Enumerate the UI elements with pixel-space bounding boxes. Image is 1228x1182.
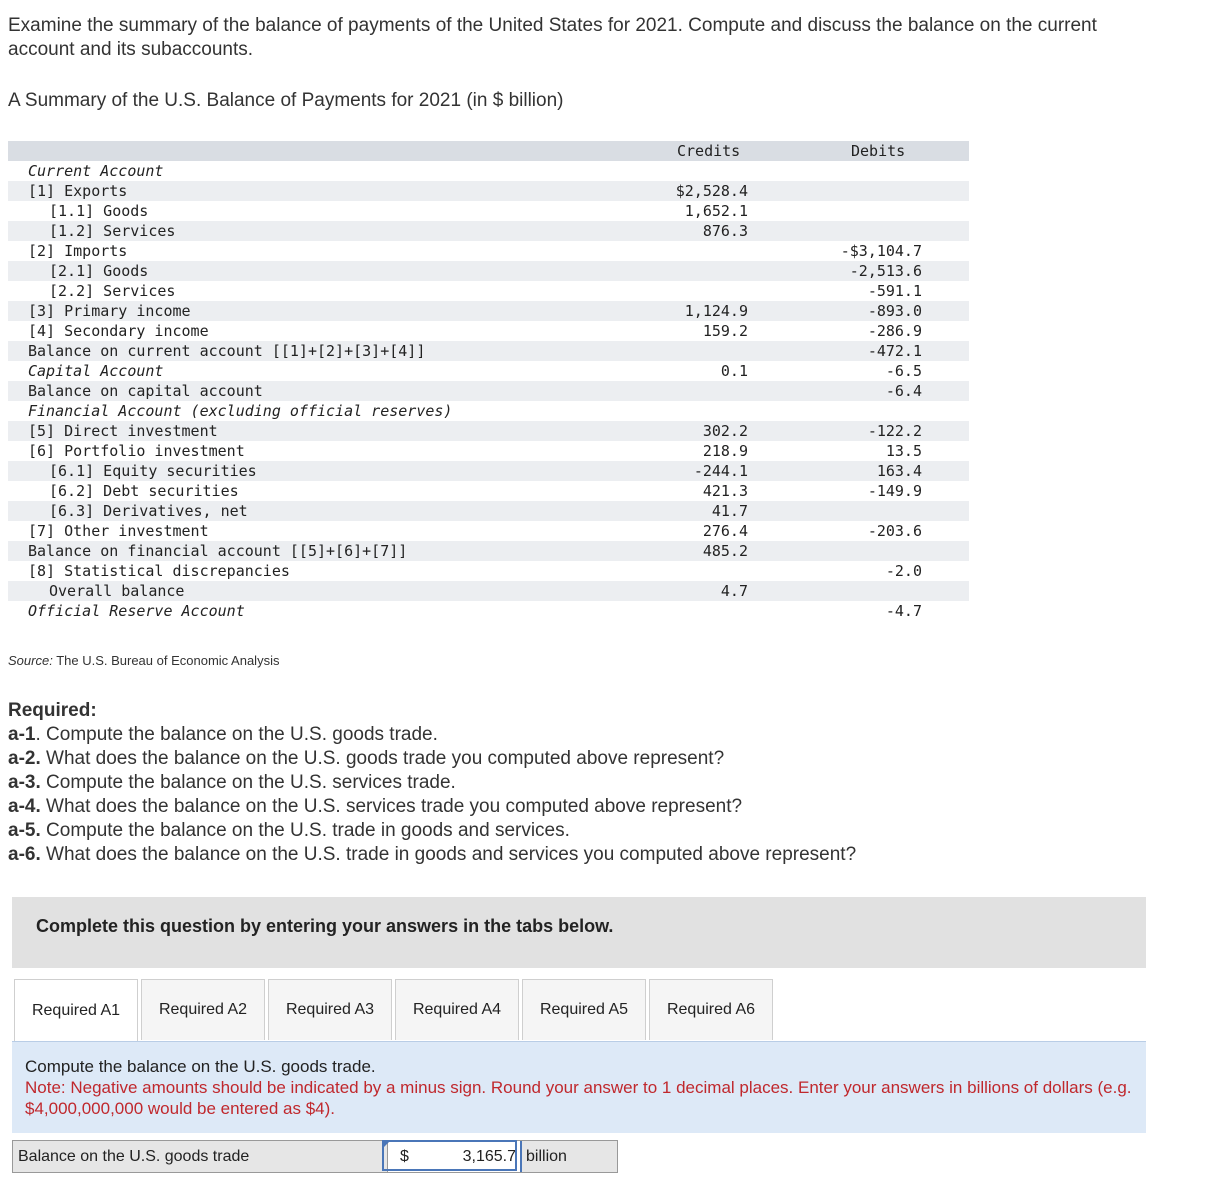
required-item-a4: a-4. What does the balance on the U.S. services trade you computed above represent?	[8, 796, 743, 817]
intro-line-1: Examine the summary of the balance of payments of the United States for 2021. Compute and discuss the balance on the current	[8, 15, 1097, 36]
credit-value: -244.1	[693, 462, 748, 480]
currency-symbol: $	[388, 1141, 421, 1172]
debit-value: 13.5	[885, 442, 922, 460]
row-label: [1.1] Goods	[49, 202, 149, 220]
credit-value: 485.2	[702, 542, 748, 560]
source-text: The U.S. Bureau of Economic Analysis	[52, 653, 280, 668]
debit-value: -6.4	[885, 382, 922, 400]
row-label: Financial Account (excluding official reserves)	[28, 402, 453, 420]
panel-note: Note: Negative amounts should be indicated by a minus sign. Round your answer to 1 decimal places. Enter your answers in billions of dollars (e.g. $4,000,000,000 would be entered as $4).	[25, 1078, 1132, 1118]
table-row	[8, 441, 969, 461]
credit-value: 876.3	[702, 222, 748, 240]
row-label: [2] Imports	[28, 242, 128, 260]
row-label: [2.1] Goods	[49, 262, 149, 280]
table-row	[8, 181, 969, 201]
debit-value: -203.6	[867, 522, 922, 540]
table-row	[8, 361, 969, 381]
required-item-a1: a-1. Compute the balance on the U.S. goods trade.	[8, 724, 438, 745]
row-label: [5] Direct investment	[28, 422, 218, 440]
row-label: Current Account	[28, 162, 164, 180]
row-label: [6.3] Derivatives, net	[49, 502, 248, 520]
debit-value: -472.1	[867, 342, 922, 360]
tab-required-a3[interactable]: Required A3	[268, 979, 392, 1040]
table-row	[8, 261, 969, 281]
debit-value: -6.5	[885, 362, 922, 380]
panel-question: Compute the balance on the U.S. goods trade.	[25, 1057, 376, 1076]
table-row	[8, 161, 969, 181]
credit-value: 421.3	[702, 482, 748, 500]
debit-value: -149.9	[867, 482, 922, 500]
table-title: A Summary of the U.S. Balance of Payments for 2021 (in $ billion)	[8, 90, 564, 111]
credit-value: 41.7	[711, 502, 748, 520]
debit-value: -893.0	[867, 302, 922, 320]
table-row	[8, 481, 969, 501]
table-row	[8, 221, 969, 241]
credit-value: 4.7	[720, 582, 748, 600]
intro-text	[8, 14, 1223, 62]
credit-value: 0.1	[720, 362, 748, 380]
row-label: Official Reserve Account	[28, 602, 245, 620]
debit-value: 163.4	[876, 462, 922, 480]
question-panel	[12, 1041, 1146, 1133]
credit-value: 1,124.9	[684, 302, 748, 320]
row-label: [7] Other investment	[28, 522, 209, 540]
tab-required-a4[interactable]: Required A4	[395, 979, 519, 1040]
table-row	[8, 401, 969, 421]
row-label: Balance on capital account	[28, 382, 263, 400]
credit-value: 276.4	[702, 522, 748, 540]
table-row	[8, 241, 969, 261]
table-row	[8, 501, 969, 521]
row-label: Balance on current account [[1]+[2]+[3]+[4]]	[28, 342, 426, 360]
debit-value: -286.9	[867, 322, 922, 340]
required-item-a6: a-6. What does the balance on the U.S. trade in goods and services you computed above represent?	[8, 844, 857, 865]
required-heading: Required:	[8, 700, 97, 721]
debits-header: Debits	[851, 142, 906, 160]
row-label: [1] Exports	[28, 182, 128, 200]
row-label: [8] Statistical discrepancies	[28, 562, 290, 580]
table-row	[8, 561, 969, 581]
row-label: [6] Portfolio investment	[28, 442, 245, 460]
table-row	[8, 601, 969, 621]
answer-flag-icon	[383, 1141, 390, 1148]
credit-value: $2,528.4	[675, 182, 748, 200]
row-label: Overall balance	[49, 582, 185, 600]
credits-header: Credits	[677, 142, 741, 160]
row-label: [4] Secondary income	[28, 322, 209, 340]
instruction-banner	[12, 897, 1146, 968]
credit-value: 218.9	[702, 442, 748, 460]
banner-text: Complete this question by entering your answers in the tabs below.	[36, 916, 614, 936]
answer-label: Balance on the U.S. goods trade	[13, 1141, 388, 1172]
intro-line-2: account and its subaccounts.	[8, 39, 254, 60]
table-row	[8, 541, 969, 561]
table-header	[8, 141, 969, 161]
balance-goods-input[interactable]: 3,165.7	[421, 1141, 522, 1172]
row-label: Balance on financial account [[5]+[6]+[7]]	[28, 542, 408, 560]
source-note	[8, 653, 279, 668]
debit-value: -$3,104.7	[840, 242, 922, 260]
table-row	[8, 381, 969, 401]
table-row	[8, 581, 969, 601]
table-row	[8, 341, 969, 361]
required-item-a2: a-2. What does the balance on the U.S. goods trade you computed above represent?	[8, 748, 725, 769]
answer-unit: billion	[522, 1141, 617, 1172]
required-item-a3: a-3. Compute the balance on the U.S. services trade.	[8, 772, 456, 793]
credit-value: 302.2	[702, 422, 748, 440]
tab-bar	[14, 979, 776, 1041]
table-row	[8, 281, 969, 301]
table-row	[8, 461, 969, 481]
credit-value: 1,652.1	[684, 202, 748, 220]
debit-value: -2,513.6	[849, 262, 922, 280]
debit-value: -122.2	[867, 422, 922, 440]
table-row	[8, 421, 969, 441]
debit-value: -591.1	[867, 282, 922, 300]
required-section	[8, 699, 1208, 867]
table-row	[8, 521, 969, 541]
debit-value: -2.0	[885, 562, 922, 580]
row-label: [6.1] Equity securities	[49, 462, 257, 480]
required-item-a5: a-5. Compute the balance on the U.S. trade in goods and services.	[8, 820, 570, 841]
table-row	[8, 201, 969, 221]
tab-required-a1[interactable]: Required A1	[14, 979, 138, 1042]
tab-required-a2[interactable]: Required A2	[141, 979, 265, 1040]
credit-value: 159.2	[702, 322, 748, 340]
balance-of-payments-table	[8, 141, 969, 621]
answer-row	[12, 1140, 618, 1173]
row-label: [6.2] Debt securities	[49, 482, 239, 500]
table-row	[8, 321, 969, 341]
row-label: [1.2] Services	[49, 222, 176, 240]
source-prefix: Source:	[8, 653, 53, 668]
debit-value: -4.7	[885, 602, 922, 620]
row-label: Capital Account	[28, 362, 164, 380]
tab-required-a5[interactable]: Required A5	[522, 979, 646, 1040]
table-row	[8, 301, 969, 321]
tab-required-a6[interactable]: Required A6	[649, 979, 773, 1040]
row-label: [3] Primary income	[28, 302, 191, 320]
row-label: [2.2] Services	[49, 282, 176, 300]
